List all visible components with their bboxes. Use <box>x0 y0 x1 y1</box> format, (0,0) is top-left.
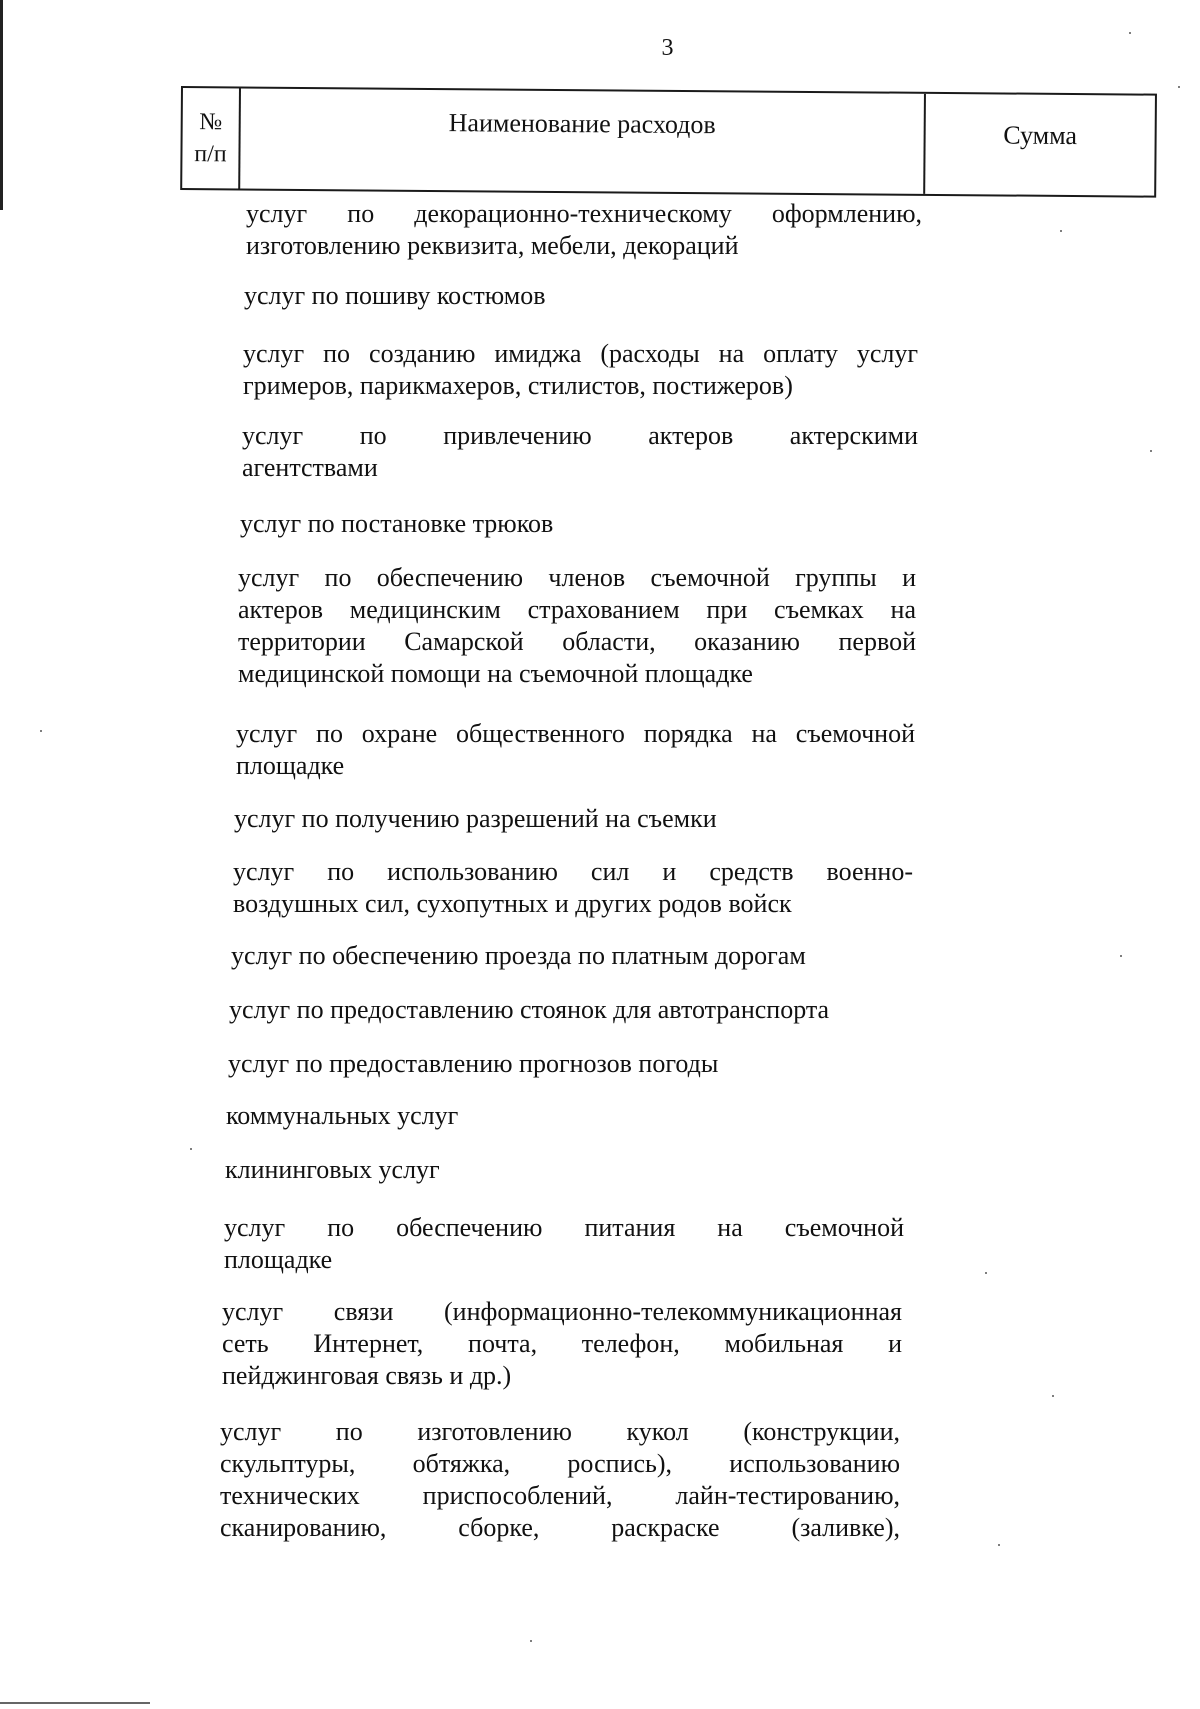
item-line: изготовлению реквизита, мебели, декораций <box>246 231 739 260</box>
item-line: услуг по пошиву костюмов <box>244 281 546 310</box>
list-item <box>229 994 904 1026</box>
scan-speck <box>40 730 42 732</box>
list-item <box>238 562 916 690</box>
column-header-expense-name: Наименование расходов <box>240 88 926 193</box>
item-line: воздушных сил, сухопутных и других родов войск <box>233 889 792 918</box>
list-item <box>222 1296 902 1392</box>
item-line: технических приспособлений, лайн-тестированию, <box>220 1481 900 1510</box>
scan-speck <box>190 1148 192 1150</box>
item-line: услуг по предоставлению прогнозов погоды <box>228 1049 719 1078</box>
item-line: услуг по постановке трюков <box>240 509 554 538</box>
scan-edge-line <box>0 0 3 210</box>
expense-table-header <box>180 86 1157 198</box>
list-item <box>243 338 918 402</box>
item-line: территории Самарской области, оказанию первой <box>238 627 916 656</box>
scan-speck <box>998 1544 1000 1546</box>
item-line: площадке <box>224 1245 333 1274</box>
item-line: услуг по использованию сил и средств военно- <box>233 857 913 886</box>
item-line: услуг по обеспечению членов съемочной группы и <box>238 563 916 592</box>
item-line: клининговых услуг <box>225 1155 440 1184</box>
item-line: площадке <box>236 751 345 780</box>
item-line: услуг связи (информационно-телекоммуникационная <box>222 1297 902 1326</box>
scan-speck <box>530 1640 532 1642</box>
item-line: гримеров, парикмахеров, стилистов, постижеров) <box>243 371 793 400</box>
column-header-number <box>182 88 241 188</box>
scan-speck <box>1129 32 1131 34</box>
scan-speck <box>1052 1395 1054 1397</box>
column-header-amount: Сумма <box>1003 120 1078 151</box>
list-item <box>244 280 919 312</box>
list-item <box>228 1048 903 1080</box>
scan-edge-line <box>0 1702 150 1704</box>
list-item <box>226 1100 901 1132</box>
item-line: скульптуры, обтяжка, роспись), использованию <box>220 1449 900 1478</box>
item-line: услуг по обеспечению проезда по платным дорогам <box>231 941 806 970</box>
item-line: услуг по изготовлению кукол (конструкции, <box>220 1417 900 1446</box>
item-line: услуг по предоставлению стоянок для автотранспорта <box>229 995 830 1024</box>
list-item <box>224 1212 904 1276</box>
page-number: 3 <box>661 35 674 61</box>
scan-speck <box>985 1272 987 1274</box>
item-line: агентствами <box>242 453 378 482</box>
list-item <box>240 508 915 540</box>
column-header-number-abbr: п/п <box>194 141 227 168</box>
item-line: сеть Интернет, почта, телефон, мобильная и <box>222 1329 902 1358</box>
item-line: услуг по привлечению актеров актерскими <box>242 421 918 450</box>
list-item <box>234 803 909 835</box>
list-item <box>246 198 922 262</box>
column-header-number-symbol: № <box>199 109 223 136</box>
scan-speck <box>1060 230 1062 232</box>
item-line: услуг по созданию имиджа (расходы на оплату услуг <box>243 339 918 368</box>
item-line: услуг по декорационно-техническому оформлению, <box>246 199 922 228</box>
list-item <box>233 856 913 920</box>
item-line: услуг по охране общественного порядка на съемочной <box>236 719 915 748</box>
item-line: сканированию, сборке, раскраске (заливке), <box>220 1513 900 1542</box>
list-item <box>220 1416 900 1544</box>
list-item <box>231 940 906 972</box>
list-item <box>242 420 918 484</box>
item-line: коммунальных услуг <box>226 1101 459 1130</box>
scan-speck <box>1120 955 1122 957</box>
item-line: услуг по получению разрешений на съемки <box>234 804 717 833</box>
item-line: медицинской помощи на съемочной площадке <box>238 659 753 688</box>
list-item <box>236 718 915 782</box>
item-line: актеров медицинским страхованием при съемках на <box>238 595 916 624</box>
scan-speck <box>1178 86 1180 88</box>
list-item <box>225 1154 900 1186</box>
item-line: пейджинговая связь и др.) <box>222 1361 512 1390</box>
scan-speck <box>1150 450 1152 452</box>
item-line: услуг по обеспечению питания на съемочной <box>224 1213 904 1242</box>
